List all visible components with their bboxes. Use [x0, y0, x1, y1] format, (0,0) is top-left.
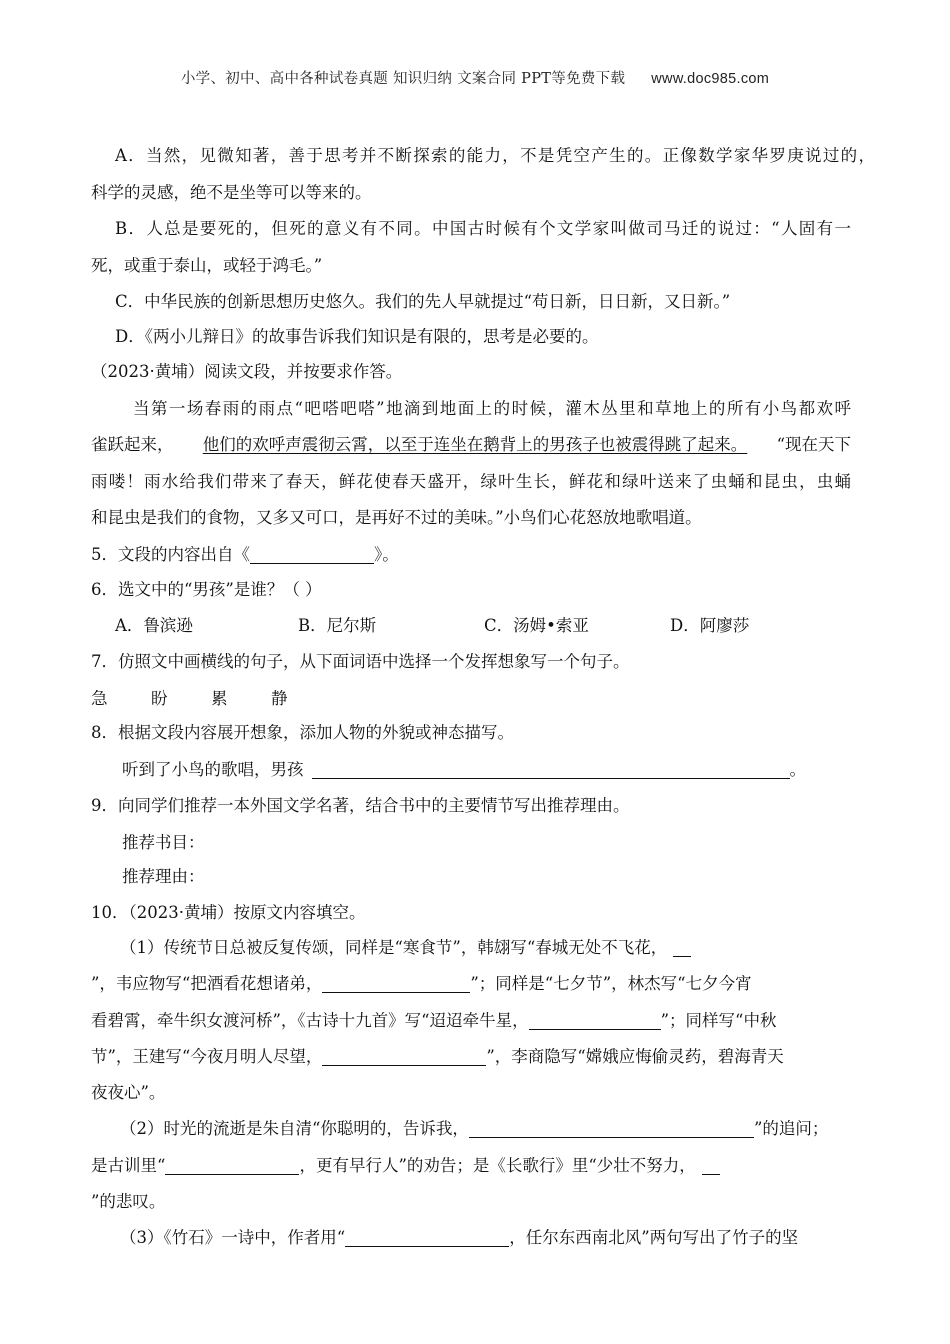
q10-part2-line3: ”的悲叹。: [91, 1192, 166, 1211]
option-a-line-2: 科学的灵感，绝不是坐等可以等来的。: [91, 183, 372, 202]
q10-blank-3[interactable]: [529, 1011, 661, 1030]
q10-blank-8[interactable]: [345, 1228, 509, 1247]
passage-line-1: 当第一场春雨的雨点“吧嗒吧嗒”地滴到地面上的时候，灌木丛里和草地上的所有小鸟都欢呼: [133, 399, 851, 418]
q6-option-b[interactable]: B．尼尔斯: [298, 616, 377, 635]
header-site-link[interactable]: www.doc985.com: [651, 71, 770, 87]
q8-answer-blank[interactable]: [312, 760, 790, 779]
option-b-line-2: 死，或重于泰山，或轻于鸿毛。”: [91, 256, 323, 275]
option-c: C．中华民族的创新思想历史悠久。我们的先人早就提过“苟日新，日日新，又日新。”: [115, 292, 731, 311]
q7-word: 静: [271, 689, 288, 708]
passage-intro: （2023·黄埔）阅读文段，并按要求作答。: [91, 362, 403, 381]
header-text: 小学、初中、高中各种试卷真题 知识归纳 文案合同 PPT等免费下载: [180, 71, 626, 87]
q10-blank-5[interactable]: [469, 1119, 754, 1138]
underlined-sentence: 他们的欢呼声震彻云霄，以至于连坐在鹅背上的男孩子也被震得跳了起来。: [202, 435, 748, 454]
question-7-words: [91, 687, 331, 711]
q10-part1-line2: ”，韦应物写“把酒看花想诸弟， ”；同样是“七夕节”，林杰写“七夕今宵: [91, 974, 752, 993]
passage-line-2: [91, 433, 851, 457]
q10-part3-line1: （3）《竹石》一诗中，作者用“ ，任尔东西南北风”两句写出了竹子的坚: [120, 1228, 799, 1247]
q6-option-d[interactable]: D．阿廖莎: [670, 616, 750, 635]
q7-word: 盼: [151, 689, 168, 708]
q10-part1-line5: 夜夜心”。: [91, 1083, 166, 1102]
passage-line-2-end: “现在天下: [776, 435, 851, 454]
passage-line-2-start: 雀跃起来，: [91, 435, 174, 454]
q9-reason-label: 推荐理由：: [122, 867, 205, 886]
q10-blank-7[interactable]: [702, 1156, 720, 1175]
question-5: 5．文段的内容出自《 》。: [91, 545, 399, 564]
q7-word: 累: [211, 689, 228, 708]
option-b-line-1: B．人总是要死的，但死的意义有不同。中国古时候有个文学家叫做司马迁的说过：“人固有一: [115, 219, 851, 238]
q5-answer-blank[interactable]: [250, 545, 374, 564]
question-10-stem: 10．（2023·黄埔）按原文内容填空。: [91, 903, 366, 922]
q10-part2-line1: （2）时光的流逝是朱自清“你聪明的，告诉我， ”的追问；: [120, 1119, 829, 1138]
q7-word: 急: [91, 689, 108, 708]
q10-blank-6[interactable]: [165, 1156, 299, 1175]
page-header: [0, 67, 950, 88]
question-8-stem: 8．根据文段内容展开想象，添加人物的外貌或神态描写。: [91, 723, 514, 742]
q10-blank-1[interactable]: [673, 938, 691, 957]
q9-book-label: 推荐书目：: [122, 833, 205, 852]
q10-part1-line1: （1）传统节日总被反复传颂，同样是“寒食节”，韩翃写“春城无处不飞花，: [120, 936, 691, 960]
question-7-stem: 7．仿照文中画横线的句子，从下面词语中选择一个发挥想象写一个句子。: [91, 652, 630, 671]
q10-part1-line3: 看碧霄，牵牛织女渡河桥”，《古诗十九首》写“迢迢牵牛星， ”；同样写“中秋: [91, 1011, 777, 1030]
q6-option-a[interactable]: A．鲁滨逊: [115, 616, 193, 635]
option-a-line-1: A．当然，见微知著，善于思考并不断探索的能力，不是凭空产生的。正像数学家华罗庚说过的，: [115, 146, 875, 165]
question-8-prompt: 听到了小鸟的歌唱，男孩 。: [122, 760, 806, 779]
q6-option-c[interactable]: C．汤姆•索亚: [484, 616, 589, 635]
q10-blank-4[interactable]: [322, 1047, 486, 1066]
question-6-options: [115, 614, 749, 638]
passage-line-3: 雨喽！雨水给我们带来了春天，鲜花使春天盛开，绿叶生长，鲜花和绿叶送来了虫蛹和昆虫，虫蛹: [91, 472, 851, 491]
q10-part2-line2: 是古训里“ ，更有早行人”的劝告；是《长歌行》里“少壮不努力，: [91, 1154, 720, 1178]
q10-part1-line4: 节”，王建写“今夜月明人尽望， ”，李商隐写“嫦娥应悔偷灵药，碧海青天: [91, 1047, 784, 1066]
question-9-stem: 9．向同学们推荐一本外国文学名著，结合书中的主要情节写出推荐理由。: [91, 796, 630, 815]
option-d: D．《两小儿辩日》的故事告诉我们知识是有限的，思考是必要的。: [115, 327, 599, 346]
question-6-stem: 6．选文中的“男孩”是谁？（ ）: [91, 580, 322, 599]
q10-blank-2[interactable]: [322, 974, 470, 993]
passage-line-4: 和昆虫是我们的食物，又多又可口，是再好不过的美味。”小鸟们心花怒放地歌唱道。: [91, 508, 702, 527]
